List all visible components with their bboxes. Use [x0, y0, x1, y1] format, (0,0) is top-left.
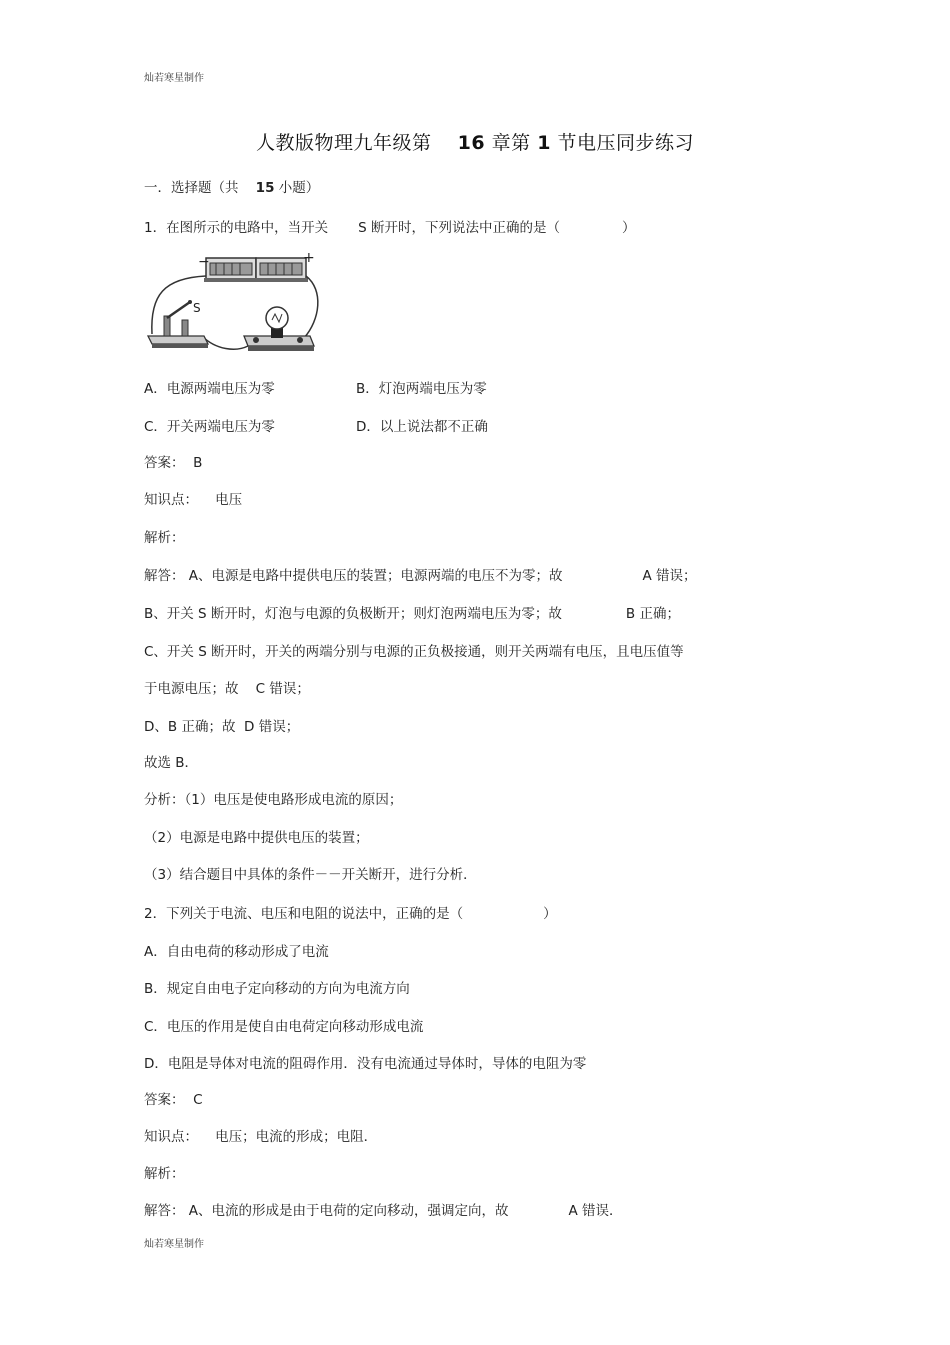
q1-analysis-label: 解析： [144, 530, 185, 546]
battery-plus-label: + [303, 250, 315, 266]
q1-detail-line2: B、开关 S 断开时，灯泡与电源的负极断开；则灯泡两端电压为零；故 B 正确； [144, 606, 680, 622]
page-footer: 灿若寒星制作 [144, 1239, 204, 1250]
circuit-diagram [144, 250, 324, 362]
q1-option-b: B．灯泡两端电压为零 [356, 381, 487, 397]
q1-detail-line3: C、开关 S 断开时，开关的两端分别与电源的正负极接通，则开关两端有电压，且电压值等 [144, 644, 684, 660]
q1-detail-line5: D、B 正确；故 D 错误； [144, 719, 300, 735]
q1-knowledge: 知识点： 电压 [144, 492, 243, 508]
q1-option-c: C．开关两端电压为零 [144, 419, 275, 435]
switch-label: S [193, 301, 201, 315]
battery-icon [204, 258, 308, 282]
q1-detail-line1: 解答： A、电源是电路中提供电压的装置；电源两端的电压不为零；故 A 错误； [144, 568, 697, 584]
q2-option-d: D．电阻是导体对电流的阻碍作用．没有电流通过导体时，导体的电阻为零 [144, 1056, 587, 1072]
q2-option-c: C．电压的作用是使自由电荷定向移动形成电流 [144, 1019, 424, 1035]
title-part2: 章第 [491, 132, 531, 154]
q2-stem: 2．下列关于电流、电压和电阻的说法中，正确的是（ ） [144, 906, 557, 922]
q1-detail-line9: （3）结合题目中具体的条件－－开关断开，进行分析． [144, 867, 477, 883]
wire-positive [304, 276, 318, 338]
wire-switch-lamp [202, 336, 248, 349]
q1-detail-line8: （2）电源是电路中提供电压的装置； [144, 830, 369, 846]
q2-answer: 答案： C [144, 1092, 203, 1108]
q1-detail-line7: 分析：（1）电压是使电路形成电流的原因； [144, 792, 403, 808]
q1-option-d: D．以上说法都不正确 [356, 419, 488, 435]
q2-analysis-label: 解析： [144, 1166, 185, 1182]
battery-minus-label: − [198, 254, 210, 270]
q1-detail-line4: 于电源电压；故 C 错误； [144, 681, 310, 697]
title-part3: 节电压同步练习 [557, 132, 695, 154]
title-part1: 人教版物理九年级第 [255, 132, 432, 154]
q2-option-a: A．自由电荷的移动形成了电流 [144, 944, 329, 960]
title-section: 1 [537, 132, 551, 154]
page-header: 灿若寒星制作 [144, 73, 204, 84]
q2-knowledge: 知识点： 电压；电流的形成；电阻． [144, 1129, 378, 1145]
q1-detail-line6: 故选 B． [144, 755, 199, 771]
q1-option-a: A．电源两端电压为零 [144, 381, 275, 397]
section-count: 15 [255, 180, 275, 196]
q1-answer: 答案： B [144, 455, 203, 471]
section-heading: 一．选择题（共 15 小题） [144, 180, 320, 196]
q2-option-b: B．规定自由电子定向移动的方向为电流方向 [144, 981, 410, 997]
page-title [0, 128, 950, 155]
lamp-icon [244, 307, 314, 351]
q2-detail-line1: 解答： A、电流的形成是由于电荷的定向移动，强调定向，故 A 错误． [144, 1203, 623, 1219]
title-chapter: 16 [457, 132, 486, 154]
q1-stem: 1．在图所示的电路中，当开关 S 断开时，下列说法中正确的是（ ） [144, 220, 636, 236]
